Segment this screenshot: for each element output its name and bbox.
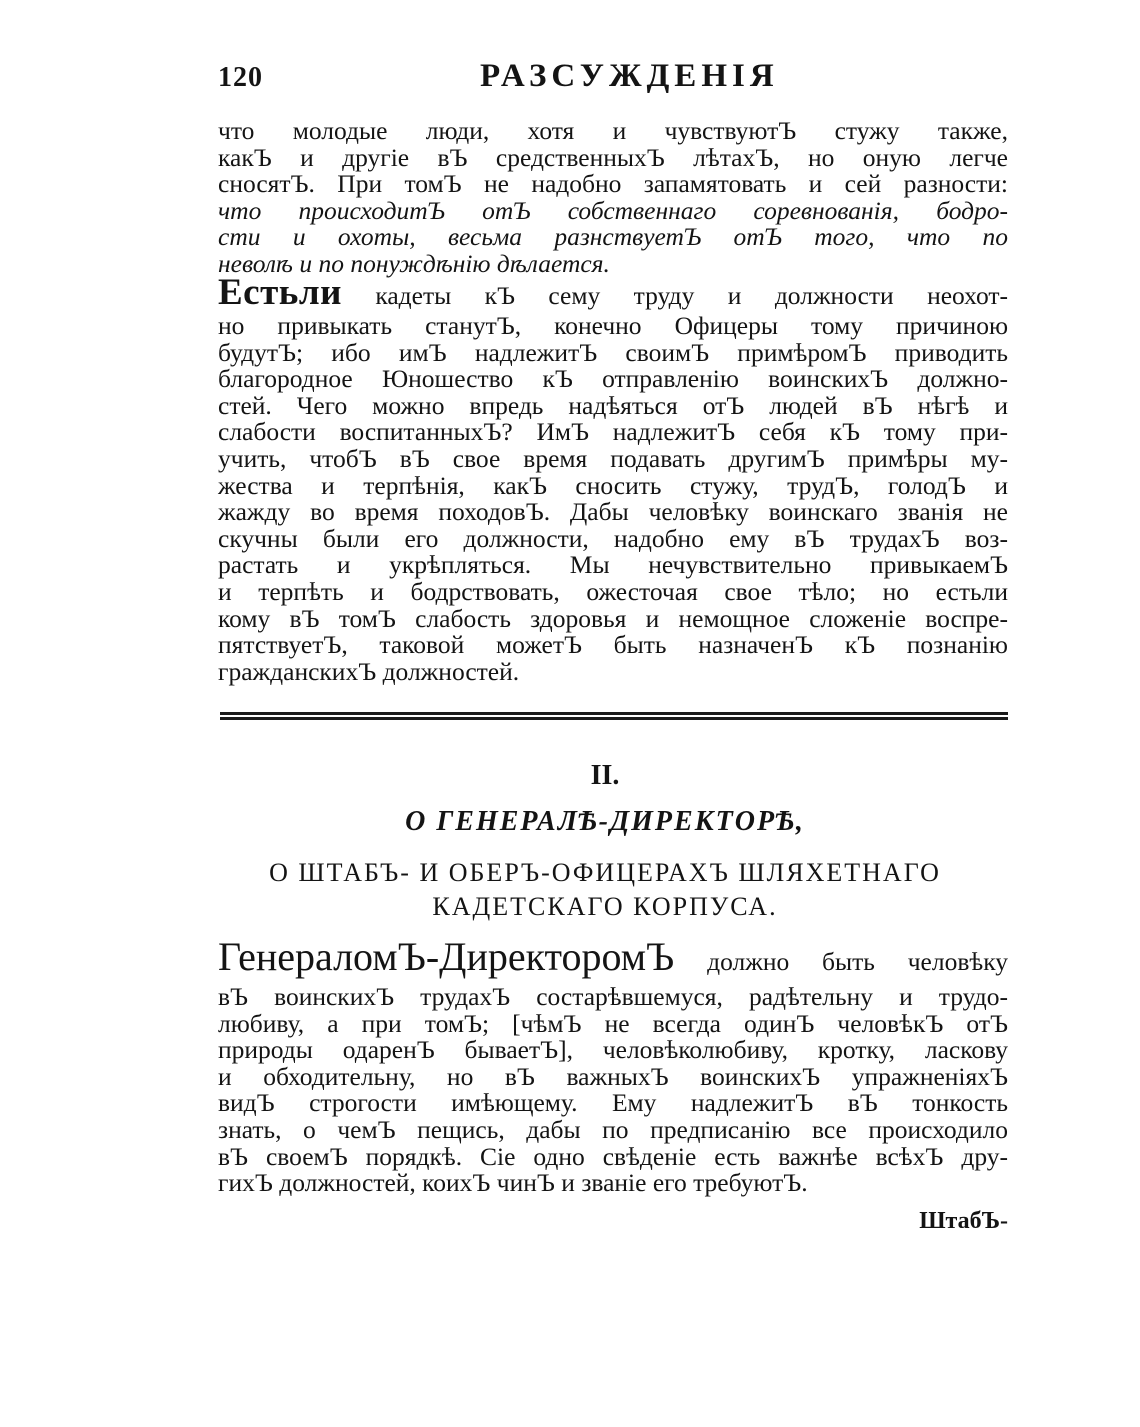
paragraph-first-word: Естьли — [218, 272, 342, 313]
paragraph-line: что молодые люди, хотя и чувствуютЪ стужу также, — [218, 116, 1008, 145]
paragraph-line: любиву, а при томЪ; [чѣмЪ не всегда одинЪ человѣкЪ отЪ — [218, 1008, 1008, 1038]
paragraph-first-line — [218, 272, 1009, 313]
paragraph-line: будутЪ; ибо имЪ надлежитЪ своимЪ примѣромЪ приводить — [218, 337, 1008, 367]
paragraph-1 — [218, 118, 1008, 278]
paragraph-line: учить, чтобЪ вЪ свое время подавать другимЪ примѣры му- — [218, 443, 1008, 473]
section-subtitle-line: КАДЕТСКАГО КОРПУСА. — [432, 892, 778, 921]
paragraph-line: но привыкать станутЪ, конечно Офицеры тому причиною — [218, 311, 1008, 340]
divider-line — [220, 717, 1008, 720]
paragraph-first-words: ГенераломЪ-ДиректоромЪ — [218, 934, 675, 979]
paragraph-line: природы одаренЪ бываетЪ], человѣколюбиву, кротку, ласкову — [218, 1035, 1008, 1065]
paragraph-line: жества и терпѣнія, какЪ сносить стужу, трудЪ, голодЪ и — [218, 470, 1008, 500]
divider-line — [220, 712, 1008, 715]
running-head: РАЗСУЖДЕНІЯ — [480, 58, 779, 94]
page-header — [218, 58, 1008, 102]
paragraph-line: и обходительну, но вЪ важныхЪ воинскихЪ упражненіяхЪ — [218, 1061, 1008, 1091]
paragraph-line: слабости воспитанныхЪ? ИмЪ надлежитЪ себя кЪ тому при- — [218, 417, 1008, 447]
paragraph-line: благородное Юношество кЪ отправленію воинскихЪ должно- — [218, 364, 1008, 394]
paragraph-line-italic: неволѣ и по понуждѣнію дѣлается. — [218, 248, 610, 278]
paragraph-line: стей. Чего можно впредь надѣяться отЪ людей вЪ нѣгѣ и — [218, 390, 1008, 420]
paragraph-line-italic: сти и охоты, весьма разнствуетЪ отЪ того, что по — [218, 222, 1008, 252]
paragraph-2 — [218, 272, 1009, 686]
section-number: II. — [590, 760, 620, 791]
paragraph-line: видЪ строгости имѣющему. Ему надлежитЪ вЪ тонкость — [218, 1088, 1008, 1118]
paragraph-line: жажду во время походовЪ. Дабы человѣку воинскаго званія не — [218, 497, 1008, 527]
paragraph-line-rest: кадеты кЪ сему труду и должности неохот- — [375, 281, 1009, 310]
section-subtitle-line: О ШТАБЪ- И ОБЕРЪ-ОФИЦЕРАХЪ ШЛЯХЕТНАГО — [269, 858, 941, 887]
section-title: О ГЕНЕРАЛѢ-ДИРЕКТОРѢ, — [405, 806, 805, 837]
paragraph-line: растать и укрѣпляться. Мы нечувствительно привыкаемЪ — [218, 550, 1008, 580]
paragraph-line: пятствуетЪ, таковой можетЪ быть назначенЪ кЪ познанію — [218, 630, 1008, 660]
catchword: ШтабЪ- — [919, 1208, 1008, 1234]
paragraph-first-line — [218, 935, 1008, 984]
paragraph-line: и терпѣть и бодрствовать, ожесточая свое тѣло; но естьли — [218, 576, 1008, 606]
paragraph-line: кому вЪ томЪ слабость здоровья и немощное сложеніе воспре- — [218, 603, 1008, 633]
paragraph-3 — [218, 935, 1008, 1197]
section-divider — [220, 712, 1008, 724]
page-number: 120 — [218, 62, 263, 93]
section-subtitle — [0, 856, 1140, 924]
paragraph-line-rest: должно быть человѣку — [707, 947, 1008, 976]
paragraph-line: какЪ и другіе вЪ средственныхЪ лѣтахЪ, но оную легче — [218, 142, 1008, 172]
paragraph-line: сносятЪ. При томЪ не надобно запамятовать и сей разности: — [218, 169, 1008, 199]
paragraph-line-italic: что происходитЪ отЪ собственнаго соревнованія, бодро- — [218, 195, 1008, 225]
paragraph-line: гражданскихЪ должностей. — [218, 656, 520, 686]
paragraph-line: вЪ воинскихЪ трудахЪ состарѣвшемуся, радѣтельну и трудо- — [218, 982, 1008, 1011]
paragraph-line: знать, о чемЪ пещись, дабы по предписанію все происходило — [218, 1114, 1008, 1144]
paragraph-line: гихЪ должностей, коихЪ чинЪ и званіе его требуютЪ. — [218, 1168, 808, 1198]
paragraph-line: скучны были его должности, надобно ему вЪ трудахЪ воз- — [218, 523, 1008, 553]
paragraph-line: вЪ своемЪ порядкѣ. Сіе одно свѣденіе есть важнѣе всѣхЪ дру- — [218, 1141, 1008, 1171]
